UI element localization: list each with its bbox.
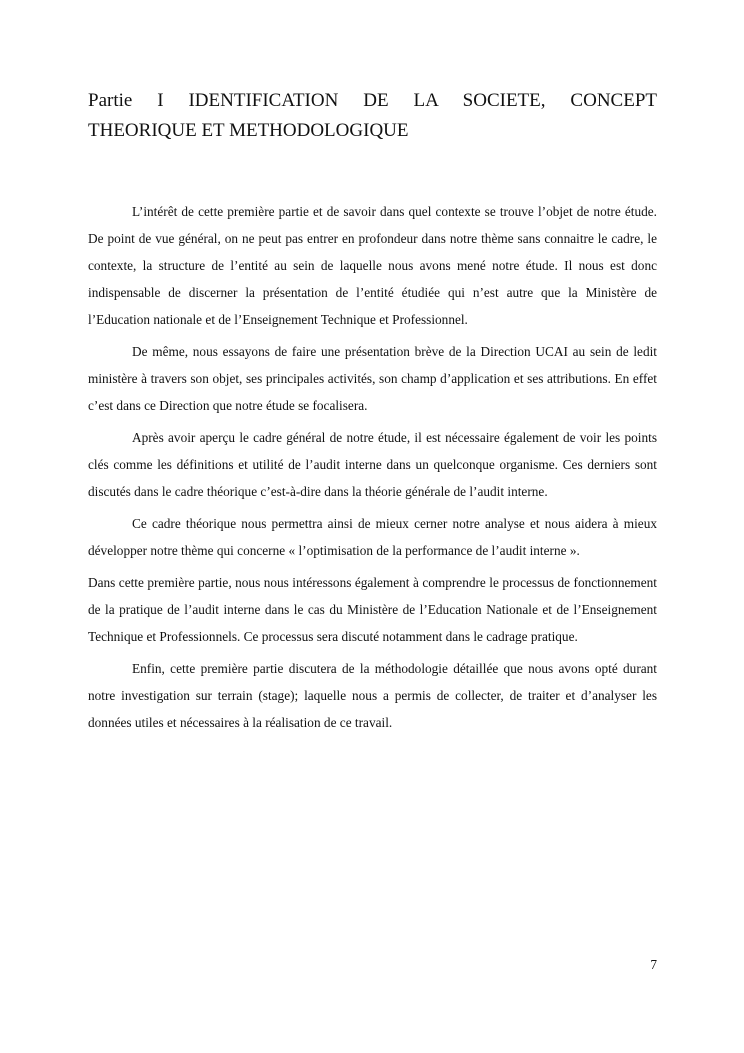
page-number: 7: [650, 957, 657, 972]
paragraph-audit-process: Dans cette première partie, nous nous intéressons également à comprendre le processus de fonctionnement de la pratique de l’audit interne dans le cas du Ministère de l’Education Nationale et de l’Enseignement Technique et Professionnels. Ce processus sera discuté notamment dans le cadrage pratique.: [88, 575, 657, 644]
section-heading-line-1: Partie I IDENTIFICATION DE LA SOCIETE, CONCEPT: [88, 90, 657, 111]
paragraph-methodology: Enfin, cette première partie discutera de la méthodologie détaillée que nous avons opté durant notre investigation sur terrain (stage); laquelle nous a permis de collecter, de traiter et d’analyser les données utiles et nécessaires à la réalisation de ce travail.: [88, 661, 657, 730]
section-heading-line-2: THEORIQUE ET METHODOLOGIQUE: [88, 120, 409, 141]
body-text: [88, 198, 657, 741]
paragraph-introduction: L’intérêt de cette première partie et de savoir dans quel contexte se trouve l’objet de notre étude. De point de vue général, on ne peut pas entrer en profondeur dans notre thème sans connaitre le cadre, le contexte, la structure de l’entité au sein de laquelle nous avons mené notre étude. Il nous est donc indispensable de discerner la présentation de l’entité étudiée qui n’est autre que la Ministère de l’Education nationale et de l’Enseignement Technique et Professionnel.: [88, 204, 657, 327]
paragraph-audit-definitions: Après avoir aperçu le cadre général de notre étude, il est nécessaire également de voir les points clés comme les définitions et utilité de l’audit interne dans un quelconque organisme. Ces derniers sont discutés dans le cadre théorique c’est-à-dire dans la théorie générale de l’audit interne.: [88, 430, 657, 499]
paragraph-direction-ucai: De même, nous essayons de faire une présentation brève de la Direction UCAI au sein de ledit ministère à travers son objet, ses principales activités, son champ d’application et ses attributions. En effet c’est dans ce Direction que notre étude se focalisera.: [88, 344, 657, 413]
section-heading: [88, 86, 657, 146]
paragraph-theoretical-framework: Ce cadre théorique nous permettra ainsi de mieux cerner notre analyse et nous aidera à mieux développer notre thème qui concerne « l’optimisation de la performance de l’audit interne ».: [88, 516, 657, 558]
